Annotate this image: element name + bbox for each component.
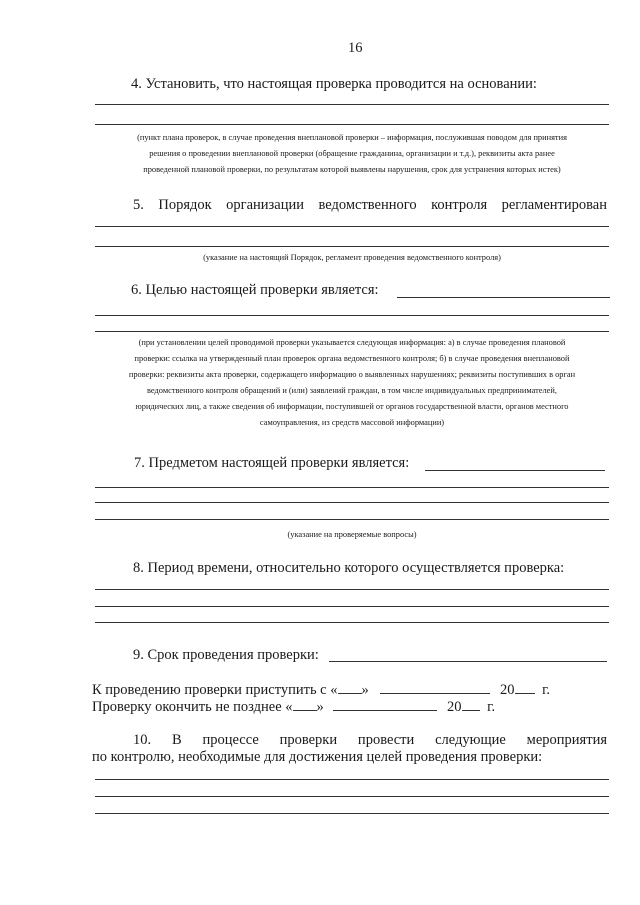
note-line: проведенной плановой проверки, по результатам которой выявлены нарушения, срок для устранения которых истек)	[143, 165, 561, 174]
note-line: проверки: реквизиты акта проверки, содержащего информацию о выявленных нарушениях; реквизиты поступивших в орган	[128, 370, 576, 379]
fill-line[interactable]	[425, 470, 605, 471]
start-day-field[interactable]	[338, 682, 362, 694]
note-line: (при установлении целей проводимой проверки указывается следующая информация: а) в случае проведения плановой	[138, 338, 566, 347]
fill-line[interactable]	[95, 589, 609, 590]
fill-line[interactable]	[95, 487, 609, 488]
section-10-heading-line1: 10. В процессе проверки провести следующие мероприятия	[133, 732, 607, 748]
section-10-heading-line2: по контролю, необходимые для достижения целей проведения проверки:	[92, 749, 543, 765]
page-number: 16	[348, 40, 363, 56]
start-date-row	[92, 682, 550, 699]
note-line: решения о проведении внеплановой проверки (обращение гражданина, организации и т.д.), реквизиты акта ранее	[149, 149, 555, 158]
fill-line[interactable]	[95, 226, 609, 227]
section-9-heading: 9. Срок проведения проверки:	[133, 647, 319, 663]
note-line: юридических лиц, а также сведения об информации, поступившей от органов государственной власти, органов местного	[135, 402, 569, 411]
fill-line[interactable]	[95, 622, 609, 623]
quote-close: »	[316, 699, 324, 715]
note-line: ведомственного контроля обращений и (или) заявлений граждан, в том числе индивидуальных предпринимателей,	[147, 386, 557, 395]
fill-line[interactable]	[95, 813, 609, 814]
fill-line[interactable]	[329, 661, 607, 662]
end-date-label: Проверку окончить не позднее «	[92, 699, 293, 715]
note-line: проверки: ссылка на утвержденный план проверок органа ведомственного контроля; б) в случае проведения внеплановой	[134, 354, 570, 363]
end-day-field[interactable]	[293, 699, 317, 711]
year-suffix: г.	[542, 682, 551, 698]
section-5-note: (указание на настоящий Порядок, регламент проведения ведомственного контроля)	[203, 253, 501, 262]
section-7-note: (указание на проверяемые вопросы)	[287, 530, 417, 539]
note-line: (пункт плана проверок, в случае проведения внеплановой проверки – информация, послужившая поводом для принятия	[137, 133, 567, 142]
end-year-field[interactable]	[462, 699, 480, 711]
fill-line[interactable]	[95, 124, 609, 125]
fill-line[interactable]	[95, 331, 609, 332]
fill-line[interactable]	[95, 796, 609, 797]
section-5-heading: 5. Порядок организации ведомственного контроля регламентирован	[133, 197, 607, 213]
fill-line[interactable]	[95, 315, 609, 316]
start-year-field[interactable]	[515, 682, 535, 694]
fill-line[interactable]	[95, 606, 609, 607]
year-suffix: г.	[487, 699, 496, 715]
fill-line[interactable]	[95, 502, 609, 503]
section-8-heading: 8. Период времени, относительно которого осуществляется проверка:	[133, 560, 565, 576]
end-month-field[interactable]	[333, 699, 437, 711]
section-6-note	[94, 335, 610, 431]
end-year-prefix: 20	[447, 699, 462, 715]
fill-line[interactable]	[95, 779, 609, 780]
fill-line[interactable]	[397, 297, 610, 298]
section-7-heading: 7. Предметом настоящей проверки является:	[134, 455, 410, 471]
end-date-row	[92, 699, 495, 716]
start-month-field[interactable]	[380, 682, 490, 694]
section-4-note	[94, 130, 610, 178]
fill-line[interactable]	[95, 519, 609, 520]
quote-close: »	[361, 682, 369, 698]
section-6-heading: 6. Целью настоящей проверки является:	[131, 282, 379, 298]
fill-line[interactable]	[95, 104, 609, 105]
start-date-label: К проведению проверки приступить с «	[92, 682, 338, 698]
note-line: самоуправления, из средств массовой информации)	[259, 418, 445, 427]
start-year-prefix: 20	[500, 682, 515, 698]
fill-line[interactable]	[95, 246, 609, 247]
section-4-heading: 4. Установить, что настоящая проверка проводится на основании:	[131, 76, 537, 92]
